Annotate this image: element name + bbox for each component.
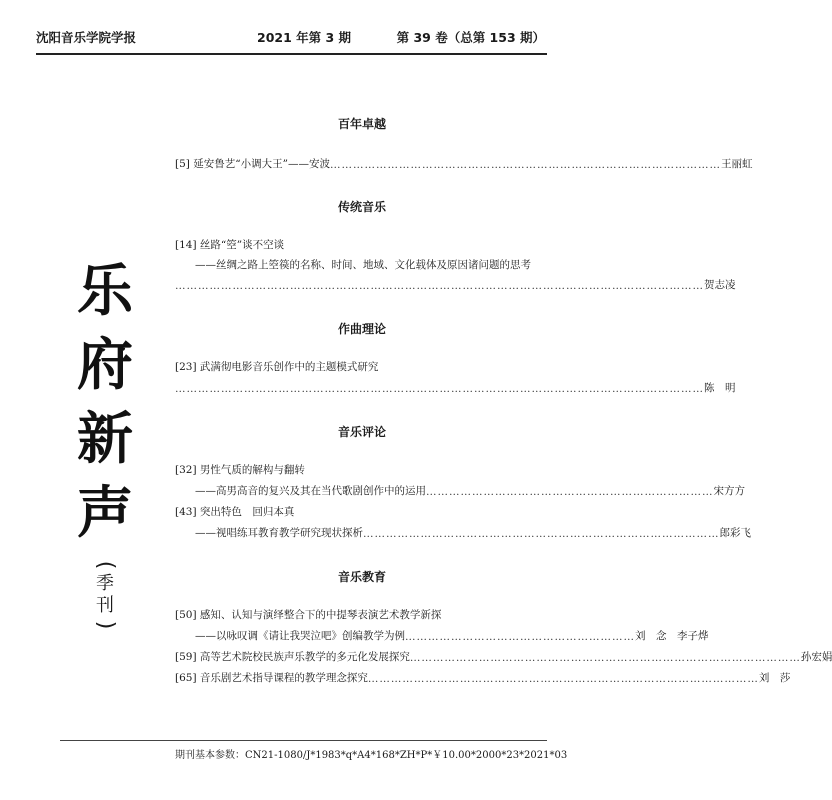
article-subtitle: ——视唱练耳教育教学研究现状探析 xyxy=(195,527,363,539)
toc-entry[interactable] xyxy=(175,503,549,519)
article-title: 延安鲁艺“小调大王”——安波 xyxy=(193,158,330,170)
section-title: 传统音乐 xyxy=(337,200,386,214)
page-number: [14] xyxy=(175,239,197,251)
leader-dots: ………………………………………………………………………………… xyxy=(363,528,720,540)
author: 刘 念 李子烨 xyxy=(635,630,709,642)
article-title: 男性气质的解构与翻转 xyxy=(199,464,305,476)
article-subtitle: ——以咏叹调《请让我哭泣吧》创编教学为例 xyxy=(195,630,405,642)
article-title: 感知、认知与演绎整合下的中提琴表演艺术教学新探 xyxy=(199,609,442,621)
toc-author-line xyxy=(175,276,736,292)
volume-label: 第 39 卷（总第 153 期） xyxy=(396,30,545,45)
author: 贺志凌 xyxy=(704,279,736,291)
page-number: [65] xyxy=(175,672,197,684)
footer-rule xyxy=(60,740,547,741)
page-number: [5] xyxy=(175,158,190,170)
leader-dots: ………………………………………………………………… xyxy=(426,486,714,498)
toc-subtitle xyxy=(195,627,709,643)
masthead-subtitle xyxy=(70,557,140,633)
author: 郎彩飞 xyxy=(719,527,751,539)
toc-entry[interactable] xyxy=(175,358,549,374)
section-title: 音乐评论 xyxy=(337,425,386,439)
article-subtitle: ——高男高音的复兴及其在当代歌剧创作中的运用 xyxy=(195,485,426,497)
toc-author-line xyxy=(175,379,736,395)
masthead-char: 乐 xyxy=(77,259,133,324)
page-number: [23] xyxy=(175,361,197,373)
article-title: 高等艺术院校民族声乐教学的多元化发展探究 xyxy=(199,651,410,663)
article-subtitle: ——丝绸之路上箜篌的名称、时间、地域、文化载体及原因诸问题的思考 xyxy=(195,259,531,271)
section-title: 作曲理论 xyxy=(337,322,386,336)
leader-dots: …………………………………………………… xyxy=(405,631,635,643)
masthead xyxy=(70,255,140,633)
page-number: [32] xyxy=(175,464,197,476)
author: 宋方方 xyxy=(713,485,745,497)
article-title: 音乐剧艺术指导课程的教学理念探究 xyxy=(199,672,368,684)
close-paren: ) xyxy=(93,620,118,630)
page-number: [50] xyxy=(175,609,197,621)
author: 陈 明 xyxy=(704,382,736,394)
author: 孙宏娟 xyxy=(800,651,832,663)
leader-dots: ………………………………………………………………………………………… xyxy=(329,159,721,171)
toc-entry[interactable] xyxy=(175,669,791,685)
section-title: 音乐教育 xyxy=(337,570,386,584)
toc-subtitle xyxy=(195,256,549,272)
article-title: 丝路“箜”谈不空谈 xyxy=(199,239,285,251)
header-rule xyxy=(36,53,547,55)
leader-dots: ………………………………………………………………………………………………………………………… xyxy=(175,280,704,292)
toc-entry[interactable] xyxy=(175,606,549,622)
toc-entry[interactable] xyxy=(175,461,549,477)
toc-entry[interactable] xyxy=(175,155,753,171)
page-number: [59] xyxy=(175,651,197,663)
journal-parameters: 期刊基本参数：CN21-1080/J*1983*q*A4*168*ZH*P*￥10.00*2000*23*2021*03 xyxy=(175,750,568,761)
masthead-char: 声 xyxy=(77,481,133,546)
toc-subtitle xyxy=(195,524,751,540)
leader-dots: ………………………………………………………………………………………… xyxy=(409,652,801,664)
section-title: 百年卓越 xyxy=(337,117,386,131)
masthead-char: 府 xyxy=(77,333,133,398)
leader-dots: ………………………………………………………………………………………………………………………… xyxy=(175,383,704,395)
journal-name: 沈阳音乐学院学报 xyxy=(36,30,137,45)
subtitle-char: 刊 xyxy=(96,595,114,616)
toc-entry[interactable] xyxy=(175,648,832,664)
subtitle-char: 季 xyxy=(96,573,114,594)
page-number: [43] xyxy=(175,506,197,518)
open-paren: ( xyxy=(93,560,118,570)
issue-label: 2021 年第 3 期 xyxy=(257,30,352,45)
author: 刘 莎 xyxy=(758,672,791,684)
masthead-char: 新 xyxy=(77,407,133,472)
leader-dots: ………………………………………………………………………………………… xyxy=(367,673,759,685)
toc-entry[interactable] xyxy=(175,236,549,252)
article-title: 突出特色 回归本真 xyxy=(199,506,295,518)
running-header xyxy=(0,28,607,48)
article-title: 武满彻电影音乐创作中的主题模式研究 xyxy=(199,361,379,373)
author: 王丽虹 xyxy=(720,158,753,170)
toc-subtitle xyxy=(195,482,745,498)
